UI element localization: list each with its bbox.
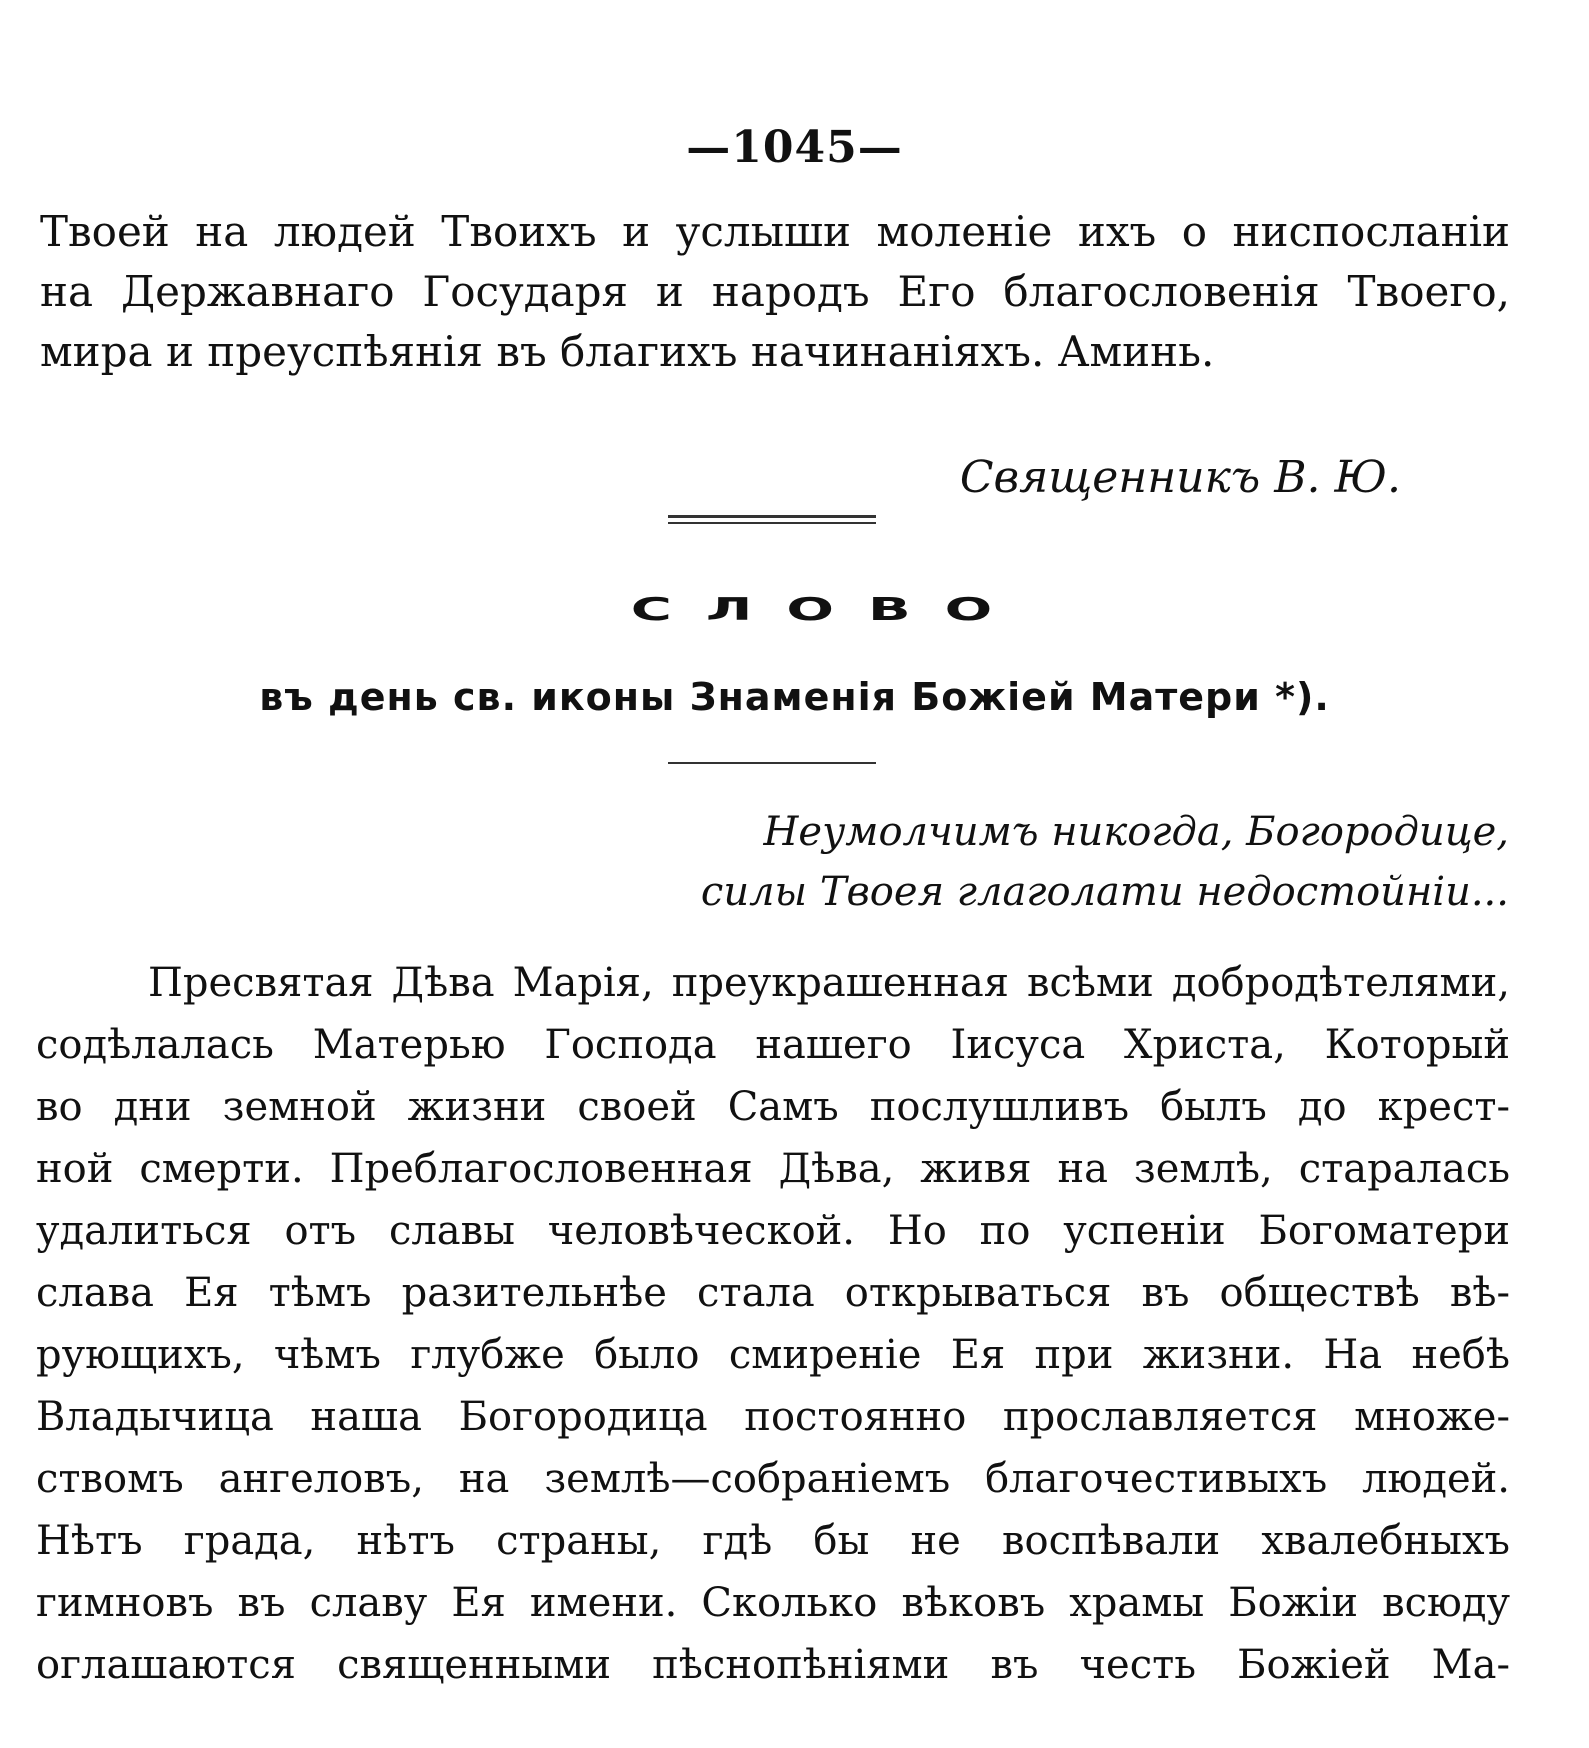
body-line-4: ной смерти. Преблагословенная Дѣва, живя на землѣ, старалась (36, 1146, 1510, 1192)
prayer-line-3: мира и преуспѣянія въ благихъ начинаніяхъ. Аминь. (40, 327, 1215, 376)
epigraph-line-1: Неумолчимъ никогда, Богородице, (763, 809, 1509, 855)
sermon-subtitle: въ день св. иконы Знаменія Божіей Матери *). (259, 675, 1330, 719)
prayer-line-2: на Державнаго Государя и народъ Его благословенія Твоего, (40, 267, 1510, 316)
page-number: —1045— (686, 122, 903, 173)
epigraph-line-2: силы Твоея глаголати недостойніи... (700, 869, 1509, 915)
body-line-9: ствомъ ангеловъ, на землѣ—собраніемъ благочестивыхъ людей. (36, 1456, 1510, 1502)
body-line-7: рующихъ, чѣмъ глубже было смиреніе Ея при жизни. На небѣ (36, 1332, 1510, 1378)
body-line-6: слава Ея тѣмъ разительнѣе стала открываться въ обществѣ вѣ- (36, 1270, 1510, 1316)
body-line-3: во дни земной жизни своей Самъ послушливъ былъ до крест- (36, 1084, 1510, 1130)
body-line-2: содѣлалась Матерью Господа нашего Іисуса Христа, Который (36, 1022, 1510, 1068)
body-line-8: Владычица наша Богородица постоянно прославляется множе- (36, 1394, 1510, 1440)
body-line-12: оглашаются священными пѣснопѣніями въ честь Божіей Ма- (36, 1642, 1510, 1688)
sermon-title: СЛОВО (630, 591, 1027, 628)
title-divider (668, 762, 876, 764)
section-divider-bottom (668, 522, 876, 524)
section-divider-top (668, 515, 876, 518)
body-line-10: Нѣтъ града, нѣтъ страны, гдѣ бы не воспѣвали хвалебныхъ (36, 1518, 1510, 1564)
body-line-5: удалиться отъ славы человѣческой. Но по успеніи Богоматери (36, 1208, 1510, 1254)
prayer-line-1: Твоей на людей Твоихъ и услыши моленіе ихъ о ниспосланіи (40, 207, 1510, 256)
body-line-1: Пресвятая Дѣва Марія, преукрашенная всѣми добродѣтелями, (148, 960, 1510, 1006)
body-line-11: гимновъ въ славу Ея имени. Сколько вѣковъ храмы Божіи всюду (36, 1580, 1510, 1626)
signature: Священникъ В. Ю. (959, 452, 1401, 503)
